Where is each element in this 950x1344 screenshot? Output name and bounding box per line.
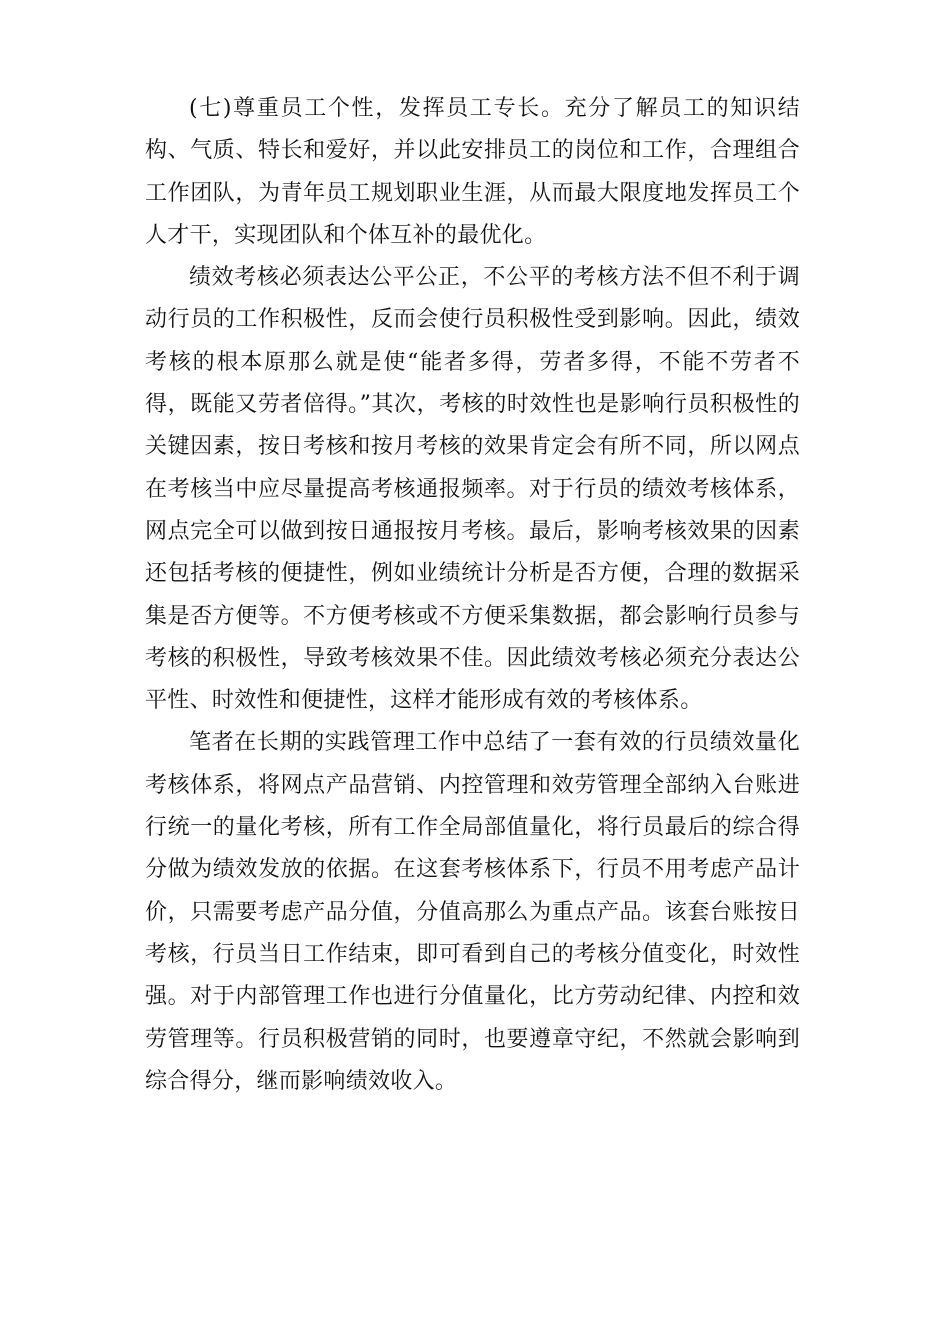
paragraph-2: 绩效考核必须表达公平公正，不公平的考核方法不但不利于调动行员的工作积极性，反而会使行员积极性受到影响。因此，绩效考核的根本原那么就是使“能者多得，劳者多得，不能不劳者不得，既能又劳者倍得。”其次，考核的时效性也是影响行员积极性的关键因素，按日考核和按月考核的效果肯定会有所不同，所以网点在考核当中应尽量提高考核通报频率。对于行员的绩效考核体系，网点完全可以做到按日通报按月考核。最后，影响考核效果的因素还包括考核的便捷性，例如业绩统计分析是否方便，合理的数据采集是否方便等。不方便考核或不方便采集数据，都会影响行员参与考核的积极性，导致考核效果不佳。因此绩效考核必须充分表达公平性、时效性和便捷性，这样才能形成有效的考核体系。: [145, 265, 800, 714]
document-body: [145, 88, 800, 1103]
paragraph-1: (七)尊重员工个性，发挥员工专长。充分了解员工的知识结构、气质、特长和爱好，并以此安排员工的岗位和工作，合理组合工作团队，为青年员工规划职业生涯，从而最大限度地发挥员工个人才干，实现团队和个体互补的最优化。: [145, 96, 800, 248]
paragraph-3: 笔者在长期的实践管理工作中总结了一套有效的行员绩效量化考核体系，将网点产品营销、内控管理和效劳管理全部纳入台账进行统一的量化考核，所有工作全局部值量化，将行员最后的综合得分做为绩效发放的依据。在这套考核体系下，行员不用考虑产品计价，只需要考虑产品分值，分值高那么为重点产品。该套台账按日考核，行员当日工作结束，即可看到自己的考核分值变化，时效性强。对于内部管理工作也进行分值量化，比方劳动纪律、内控和效劳管理等。行员积极营销的同时，也要遵章守纪，不然就会影响到综合得分，继而影响绩效收入。: [145, 730, 800, 1094]
